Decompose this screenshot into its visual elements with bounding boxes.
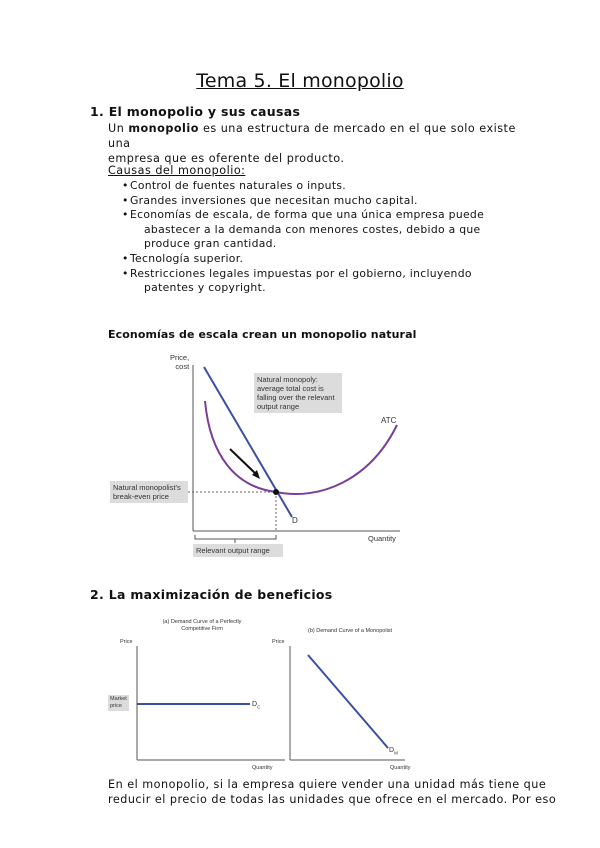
natural-monopoly-callout: Natural monopoly: average total cost is falling over the relevant output range: [254, 373, 342, 413]
cause-item: • Control de fuentes naturales o inputs.: [122, 179, 542, 194]
intro-bold: monopolio: [128, 122, 199, 135]
cause-item: • Economías de escala, de forma que una única empresa puede abastecer a la demanda con menores costes, debido a que produce gran cantidad.: [122, 208, 542, 252]
section2-heading: 2. La maximización de beneficios: [90, 587, 333, 602]
breakeven-label: Natural monopolist's break-even price: [110, 481, 188, 503]
section2-paragraph: En el monopolio, si la empresa quiere vender una unidad más tiene que reducir el precio de todas las unidades que ofrece en el mercado. Por eso: [108, 778, 557, 806]
market-price-label: Market price: [110, 696, 127, 709]
intro-post: es una estructura de mercado en el que solo existe una: [108, 122, 516, 150]
section1-intro: [108, 121, 528, 166]
cause-item: • Tecnología superior.: [122, 252, 542, 267]
figure1-caption: Economías de escala crean un monopolio natural: [108, 328, 417, 341]
y-axis-label: Price, cost: [170, 353, 190, 371]
atc-curve: [205, 401, 397, 494]
panel-b-y-label: Price: [272, 639, 285, 645]
panel-a-y-label: Price: [120, 639, 133, 645]
intro-pre: Un: [108, 122, 129, 135]
section1-heading: 1. El monopolio y sus causas: [90, 104, 301, 119]
down-arrow-icon: [230, 449, 257, 475]
panel-a-x-label: Quantity: [252, 765, 273, 771]
range-label: Relevant output range: [193, 544, 283, 557]
panel-a-title: (a) Demand Curve of a Perfectly Competitive Firm: [162, 619, 242, 632]
demand-label: D: [292, 516, 298, 525]
x-axis-label: Quantity: [368, 534, 396, 543]
dc-label: $D_C$: [252, 701, 261, 710]
causes-heading: Causas del monopolio:: [108, 164, 246, 177]
cause-item: • Restricciones legales impuestas por el gobierno, incluyendo patentes y copyright.: [122, 267, 542, 296]
panel-b-x-label: Quantity: [390, 765, 411, 771]
monopolist-demand-line: [308, 655, 388, 748]
atc-label: ATC: [381, 416, 397, 425]
page-title: Tema 5. El monopolio: [196, 70, 404, 92]
causes-list: [122, 179, 542, 296]
cause-item: • Grandes inversiones que necesitan mucho capital.: [122, 194, 542, 209]
dm-label: $D_M$: [389, 747, 398, 756]
breakeven-point: [273, 489, 279, 495]
intro-line2: empresa que es oferente del producto.: [108, 152, 345, 165]
panel-b-title: (b) Demand Curve of a Monopolist: [308, 628, 393, 634]
range-bracket: [195, 535, 276, 539]
